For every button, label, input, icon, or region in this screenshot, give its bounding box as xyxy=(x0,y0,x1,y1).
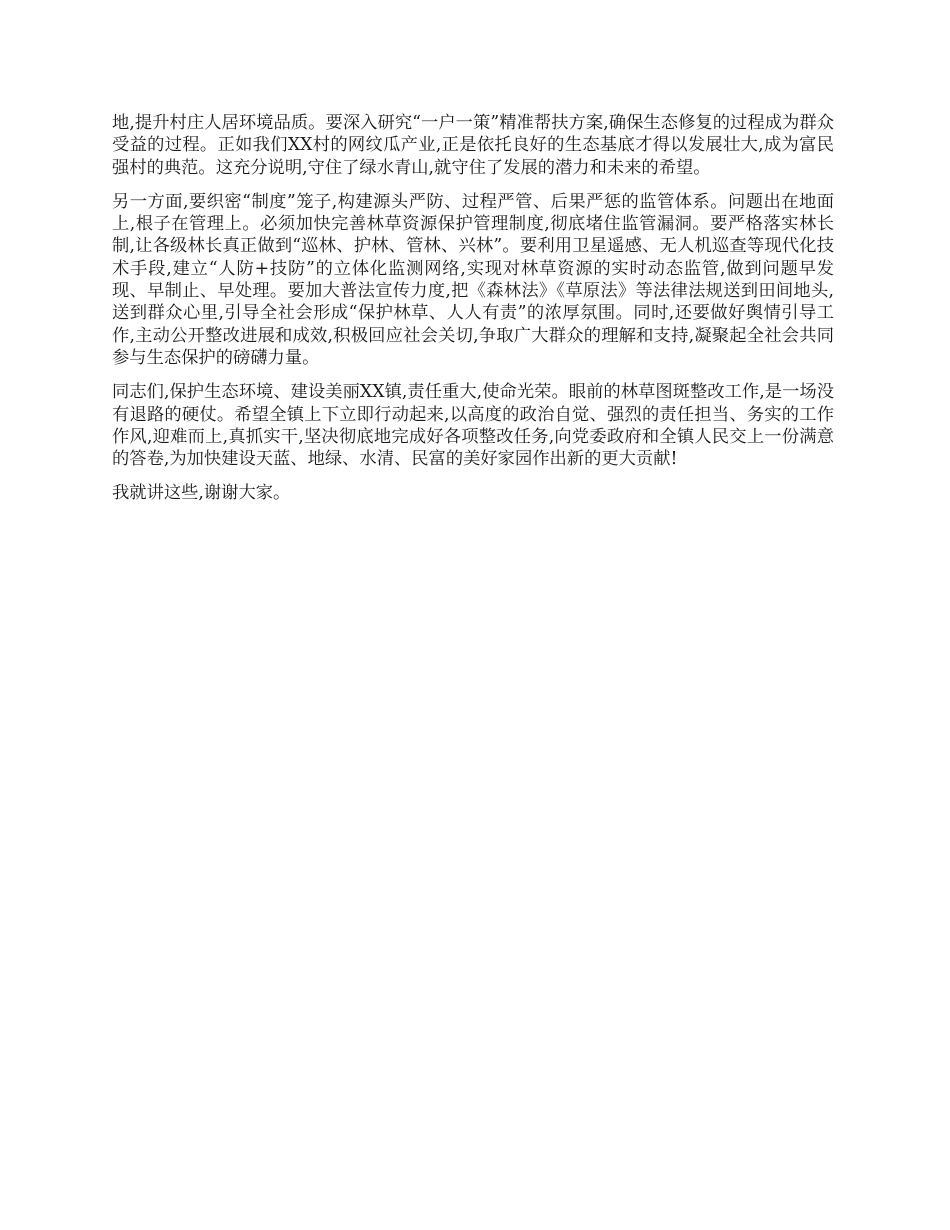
document-page xyxy=(112,112,834,517)
paragraph-ecology-benefit: 地,提升村庄人居环境品质。要深入研究“一户一策”精准帮扶方案,确保生态修复的过程成为群众受益的过程。正如我们XX村的网纹瓜产业,正是依托良好的生态基底才得以发展壮大,成为富民强村的典范。这充分说明,守住了绿水青山,就守住了发展的潜力和未来的希望。 xyxy=(112,113,834,178)
paragraph-closing-appeal: 同志们,保护生态环境、建设美丽XX镇,责任重大,使命光荣。眼前的林草图斑整改工作,是一场没有退路的硬仗。希望全镇上下立即行动起来,以高度的政治自觉、强烈的责任担当、务实的工作作风,迎难而上,真抓实干,坚决彻底地完成好各项整改任务,向党委政府和全镇人民交上一份满意的答卷,为加快建设天蓝、地绿、水清、民富的美好家园作出新的更大贡献! xyxy=(112,382,834,470)
paragraph-supervision-system: 另一方面,要织密“制度”笼子,构建源头严防、过程严管、后果严惩的监管体系。问题出在地面上,根子在管理上。必须加快完善林草资源保护管理制度,彻底堵住监管漏洞。要严格落实林长制,让各级林长真正做到“巡林、护林、管林、兴林”。要利用卫星遥感、无人机巡查等现代化技术手段,建立“人防+技防”的立体化监测网络,实现对林草资源的实时动态监管,做到问题早发现、早制止、早处理。要加大普法宣传力度,把《森林法》《草原法》等法律法规送到田间地头,送到群众心里,引导全社会形成“保护林草、人人有责”的浓厚氛围。同时,还要做好舆情引导工作,主动公开整改进展和成效,积极回应社会关切,争取广大群众的理解和支持,凝聚起全社会共同参与生态保护的磅礴力量。 xyxy=(112,191,834,368)
paragraph-thanks: 我就讲这些,谢谢大家。 xyxy=(112,483,291,504)
